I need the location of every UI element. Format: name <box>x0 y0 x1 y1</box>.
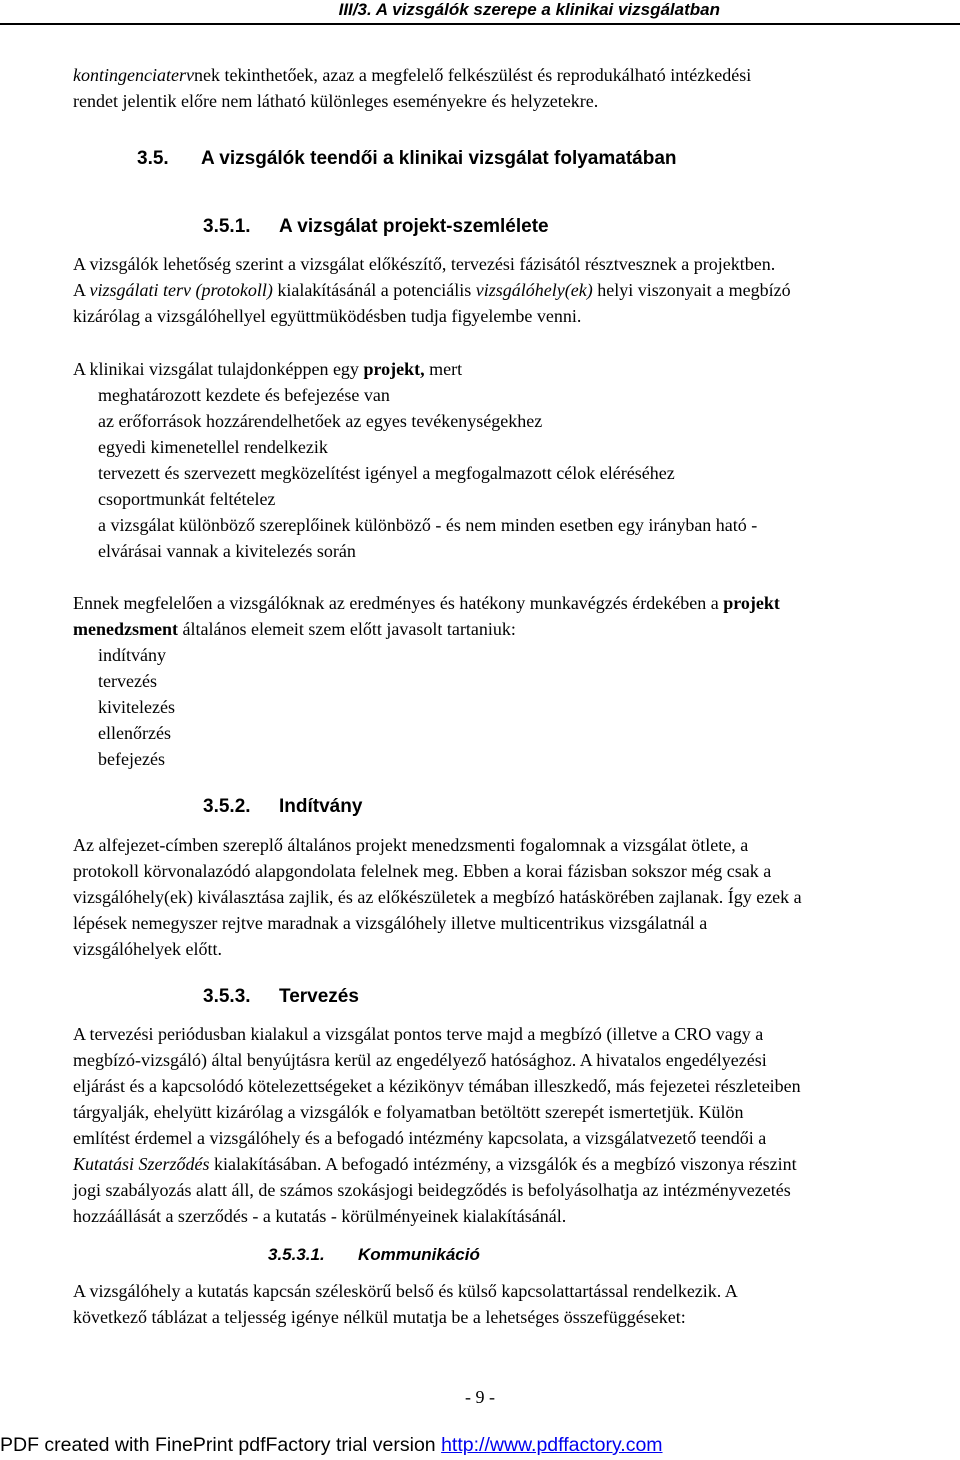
list-item: elvárásai vannak a kivitelezés során <box>98 541 356 561</box>
heading-3-5-3-1: 3.5.3.1. Kommunikáció <box>268 1245 480 1264</box>
paragraph-3-5-1: A vizsgálók lehetőség szerint a vizsgálat előkészítő, tervezési fázisától résztvesznek a projektben. A vizsgálati terv (protokoll) kialakításánál a potenciális vizsgálóhely(ek) helyi viszonyait a megbízó kizárólag a vizsgálóhellyel együttmüködésben tudja figyelembe venni. <box>73 254 791 326</box>
heading-3-5: 3.5. A vizsgálók teendői a klinikai vizsgálat folyamatában <box>137 148 677 169</box>
running-header: III/3. A vizsgálók szerepe a klinikai vizsgálatban <box>338 0 720 19</box>
paragraph-3-5-3-1: A vizsgálóhely a kutatás kapcsán széleskörű belső és külső kapcsolattartással rendelkezik. A következő táblázat a teljesség igénye nélkül mutatja be a lehetséges összefüggéseket: <box>73 1281 738 1327</box>
paragraph-3-5-2: Az alfejezet-címben szereplő általános projekt menedzsmenti fogalomnak a vizsgálat ötlete, a protokoll körvonalazódó alapgondolata felelnek meg. Ebben a korai fázisban sokszor még csak a vizsgálóhely(ek) kiválasztása zajlik, és az előkészületek a megbízó hatáskörében zajlanak. Így ezek a lépések nemegyszer rejtve maradnak a vizsgálóhely illetve multicentrikus vizsgálatnál a vizsgálóhelyek előtt. <box>73 835 802 959</box>
list-item: meghatározott kezdete és befejezése van <box>98 385 390 405</box>
heading-3-5-2: 3.5.2. Indítvány <box>203 796 363 817</box>
list-item: ellenőrzés <box>98 723 171 743</box>
paragraph-3-5-3: A tervezési periódusban kialakul a vizsgálat pontos terve majd a megbízó (illetve a CRO vagy a megbízó-vizsgáló) által benyújtásra kerül az engedélyező hatósághoz. A hivatalos engedélyezési eljárást és a kapcsolódó kötelezettségeket a kézikönyv témában illeszkedő, más fejezetei részleteiben tárgyalják, ehelyütt kizárólag a vizsgálók e folyamatban betöltött szerepét ismertetjük. Külön említést érdemel a vizsgálóhely és a befogadó intézmény kapcsolata, a vizsgálatvezető teendői a Kutatási Szerződés kialakításában. A befogadó intézmény, a vizsgálók és a megbízó viszonya részint jogi szabályozás alatt áll, de számos szokásjogi beidegződés is befolyásolhatja az intézményvezetés hozzáállását a szerződés - a kutatás - körülményeinek kialakításánál. <box>73 1024 801 1226</box>
list-item: csoportmunkát feltételez <box>98 489 276 509</box>
list-item: tervezés <box>98 671 157 691</box>
project-intro: A klinikai vizsgálat tulajdonképpen egy projekt, mert <box>73 359 463 379</box>
list-item: kivitelezés <box>98 697 175 717</box>
project-criteria-list <box>98 382 928 564</box>
heading-3-5-3: 3.5.3. Tervezés <box>203 986 359 1007</box>
list-item: az erőforrások hozzárendelhetőek az egyes tevékenységekhez <box>98 411 543 431</box>
list-item: befejezés <box>98 749 165 769</box>
page-number: - 9 - <box>465 1387 495 1407</box>
header-rule <box>0 23 960 25</box>
list-item: a vizsgálat különböző szereplőinek különböző - és nem minden esetben egy irányban ható - <box>98 515 758 535</box>
list-item: indítvány <box>98 645 166 665</box>
list-item: egyedi kimenetellel rendelkezik <box>98 437 328 457</box>
management-paragraph: Ennek megfelelően a vizsgálóknak az eredményes és hatékony munkavégzés érdekében a projekt menedzsment általános elemeit szem előtt javasolt tartaniuk: <box>73 593 780 639</box>
management-elements-list <box>98 642 175 772</box>
list-item: tervezett és szervezett megközelítést igényel a megfogalmazott célok eléréséhez <box>98 463 675 483</box>
intro-paragraph: kontingenciatervnek tekinthetőek, azaz a megfelelő felkészülést és reprodukálható intézkedési rendet jelentik előre nem látható különleges eseményekre és helyzetekre. <box>73 65 752 111</box>
intro-italic-term: kontingenciaterv <box>73 65 194 85</box>
pdf-footer: PDF created with FinePrint pdfFactory trial version http://www.pdffactory.com <box>0 1434 663 1456</box>
pdffactory-link[interactable]: http://www.pdffactory.com <box>441 1434 663 1456</box>
heading-3-5-1: 3.5.1. A vizsgálat projekt-szemlélete <box>203 216 549 237</box>
